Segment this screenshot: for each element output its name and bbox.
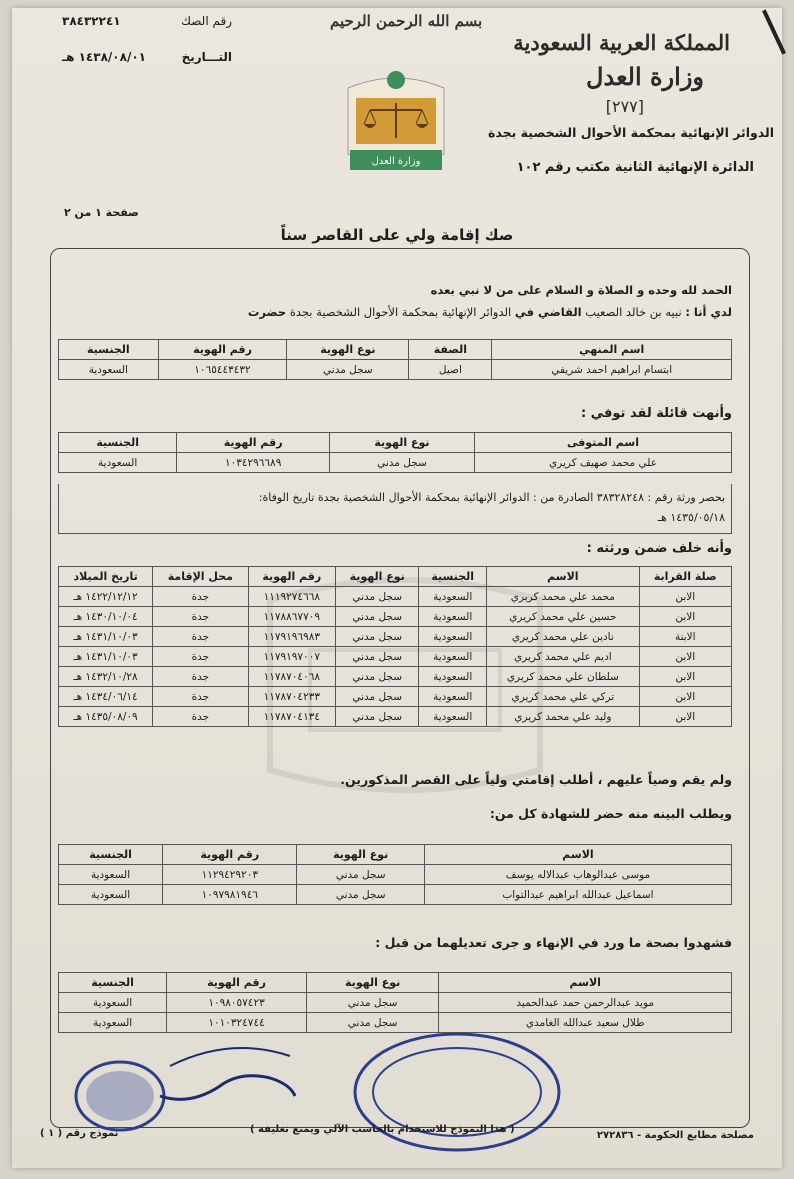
death-date-label: تاريخ الوفاة: [258, 491, 315, 504]
table-row [59, 707, 732, 727]
deceased-table [58, 432, 732, 473]
table-cell: سجل مدني [297, 865, 425, 885]
date-label: التـــاريخ [181, 50, 232, 64]
column-header: اسم المتوفى [474, 433, 731, 453]
column-header: صلة القرابة [639, 567, 731, 587]
applicant-table [58, 339, 732, 380]
table-cell: نادين علي محمد كريري [487, 627, 639, 647]
table-cell: ١١٢٩٤٢٩٢٠٣ [163, 865, 297, 885]
table-cell: الابن [639, 587, 731, 607]
table-cell: سجل مدني [306, 1013, 439, 1033]
table-cell: تركي علي محمد كريري [487, 687, 639, 707]
table-cell: جدة [153, 607, 248, 627]
table-cell: ١٠١٠٣٢٤٧٤٤ [167, 1013, 307, 1033]
death-date: ١٤٣٥/٠٥/١٨ هـ [657, 511, 725, 524]
table-cell: السعودية [59, 1013, 167, 1033]
table-row [59, 647, 732, 667]
ministry-emblem [340, 58, 452, 178]
table-cell: ١١٧٨٧٠٤١٣٤ [248, 707, 336, 727]
table-row [59, 667, 732, 687]
witness-table [58, 844, 732, 905]
table-cell: ١٠٩٧٩٨١٩٤٦ [163, 885, 297, 905]
table-cell: جدة [153, 587, 248, 607]
table-cell: جدة [153, 647, 248, 667]
table-cell: ابتسام ابراهيم احمد شريفي [492, 360, 732, 380]
table-cell: السعودية [419, 707, 487, 727]
table-cell: الابن [639, 647, 731, 667]
table-cell: سجل مدني [306, 993, 439, 1013]
table-cell: اسماعيل عبدالله ابراهيم عبدالتواب [424, 885, 731, 905]
table-cell: سجل مدني [336, 707, 419, 727]
document-title: صك إقامة ولي على القاصر سناً [280, 226, 514, 244]
inheritance-text: بحصر ورثة رقم : ٣٨٣٢٨٢٤٨ الصادرة من : الدوائر الإنهائية بمحكمة الأحوال الشخصية بجدة [317, 491, 725, 504]
table-cell: السعودية [419, 687, 487, 707]
deed-no: ٣٨٤٣٢٢٤١ [62, 14, 121, 28]
table-cell: ١٤٣٤/٠٦/١٤ هـ [59, 687, 153, 707]
heirs-heading: وأنه خلف ضمن ورثته : [586, 541, 732, 556]
table-cell: السعودية [419, 607, 487, 627]
table-cell: الابن [639, 687, 731, 707]
palm-icon [387, 71, 405, 89]
table-cell: ١١٧٩١٩٧٠٠٧ [248, 647, 336, 667]
table-cell: سجل مدني [336, 647, 419, 667]
ministry-title: وزارة العدل [586, 62, 704, 91]
table-cell: السعودية [419, 647, 487, 667]
present-word: حضرت [247, 305, 287, 319]
table-cell: السعودية [59, 360, 159, 380]
column-header: رقم الهوية [177, 433, 330, 453]
table-cell: ١٤٢٢/١٢/١٢ هـ [59, 587, 153, 607]
deed-no-label: رقم الصك [181, 14, 232, 28]
model-number: نموذج رقم ( ١ ) [40, 1128, 119, 1139]
table-cell: السعودية [59, 993, 167, 1013]
table-cell: ١٤٣١/١٠/٠٣ هـ [59, 647, 153, 667]
printer-note: مصلحة مطابع الحكومة - ٢٧٢٨٣٦ [596, 1130, 754, 1141]
court-name: الدوائر الإنهائية بمحكمة الأحوال الشخصية بجدة [289, 305, 512, 319]
table-row [59, 360, 732, 380]
inheritance-info [58, 484, 732, 534]
table-cell: ١٤٣٠/١٠/٠٤ هـ [59, 607, 153, 627]
table-cell: الابن [639, 607, 731, 627]
table-cell: ١١٧٨٧٠٤٠٦٨ [248, 667, 336, 687]
table-cell: وليد علي محمد كريري [487, 707, 639, 727]
judge-name: نبيه بن خالد الصعيب [585, 305, 682, 319]
column-header: نوع الهوية [306, 973, 439, 993]
kingdom-title: المملكة العربية السعودية [513, 30, 730, 55]
testified-line: فشهدوا بصحة ما ورد في الإنهاء و جرى تعديلهما من قبل : [375, 935, 732, 950]
column-header: الاسم [424, 845, 731, 865]
table-cell: علي محمد صهيف كريري [474, 453, 731, 473]
table-cell: السعودية [59, 865, 163, 885]
form-number: [٢٧٧] [605, 97, 644, 116]
column-header: محل الإقامة [153, 567, 248, 587]
table-row [59, 607, 732, 627]
table-cell: الابن [639, 667, 731, 687]
witness-request: ويطلب البينه منه حضر للشهادة كل من: [489, 806, 732, 821]
column-header: الاسم [439, 973, 732, 993]
table-cell: مويد عبدالرحمن حمد عبدالحميد [439, 993, 732, 1013]
table-row [59, 587, 732, 607]
ended-heading: وأنهت قائلة لقد توفي : [581, 406, 732, 421]
column-header: الاسم [487, 567, 639, 587]
judge-line [248, 305, 732, 319]
table-cell: ١٤٣١/١٠/٠٣ هـ [59, 627, 153, 647]
table-cell: السعودية [419, 587, 487, 607]
table-row [59, 687, 732, 707]
table-row [59, 865, 732, 885]
table-cell: جدة [153, 687, 248, 707]
approvers-table [58, 972, 732, 1033]
basmala: بسم الله الرحمن الرحيم [330, 12, 483, 30]
table-cell: ١١٧٨٨٦٧٧٠٩ [248, 607, 336, 627]
table-cell: الابنة [639, 627, 731, 647]
column-header: رقم الهوية [163, 845, 297, 865]
column-header: الجنسية [419, 567, 487, 587]
court-line-2: الدائرة الإنهائية الثانية مكتب رقم ١٠٢ [516, 160, 754, 175]
table-cell: السعودية [59, 453, 177, 473]
column-header: نوع الهوية [297, 845, 425, 865]
table-cell: ١١٧٩١٩٦٩٨٣ [248, 627, 336, 647]
table-cell: سجل مدني [336, 607, 419, 627]
column-header: تاريخ الميلاد [59, 567, 153, 587]
column-header: نوع الهوية [329, 433, 474, 453]
column-header: الجنسية [59, 973, 167, 993]
column-header: رقم الهوية [167, 973, 307, 993]
column-header: الجنسية [59, 340, 159, 360]
column-header: رقم الهوية [248, 567, 336, 587]
table-row [59, 885, 732, 905]
column-header: اسم المنهي [492, 340, 732, 360]
table-cell: الابن [639, 707, 731, 727]
table-cell: سجل مدني [336, 687, 419, 707]
table-cell: ١٤٣٢/١٠/٢٨ هـ [59, 667, 153, 687]
table-cell: موسى عبدالوهاب عبدالاله يوسف [424, 865, 731, 885]
table-cell: ١١١٩٢٧٤٦٦٨ [248, 587, 336, 607]
table-cell: السعودية [59, 885, 163, 905]
table-cell: ١١٧٨٧٠٤٢٣٣ [248, 687, 336, 707]
table-cell: جدة [153, 707, 248, 727]
deed-info [62, 14, 232, 86]
table-cell: سجل مدني [329, 453, 474, 473]
court-line-1: الدوائر الإنهائية بمحكمة الأحوال الشخصية بجدة [488, 125, 774, 140]
table-row [59, 453, 732, 473]
deed-date: ١٤٣٨/٠٨/٠١ هـ [62, 50, 146, 64]
table-cell: ١٠٦٥٤٤٣٤٣٢ [158, 360, 287, 380]
column-header: الجنسية [59, 433, 177, 453]
usage-note: ( هذا النموذج للاستخدام بالحاسب الآلي ويمنع تغليفه ) [250, 1124, 515, 1135]
table-cell: حسين علي محمد كريري [487, 607, 639, 627]
signature [150, 1036, 300, 1116]
table-cell: ١٠٩٨٠٥٧٤٢٣ [167, 993, 307, 1013]
column-header: نوع الهوية [336, 567, 419, 587]
table-cell: ١٤٣٥/٠٨/٠٩ هـ [59, 707, 153, 727]
column-header: نوع الهوية [287, 340, 409, 360]
before-me: لدي أنا : [685, 305, 732, 319]
table-cell: اديم علي محمد كريري [487, 647, 639, 667]
praise-line: الحمد لله وحده و الصلاة و السلام على من لا نبي بعده [430, 283, 732, 297]
table-cell: اصيل [409, 360, 492, 380]
guardian-request: ولم يقم وصياً عليهم ، أطلب إقامتي ولياً على القصر المذكورين. [340, 772, 732, 787]
table-cell: ١٠٣٤٢٩٦٦٨٩ [177, 453, 330, 473]
emblem-label: وزارة العدل [371, 156, 421, 167]
column-header: رقم الهوية [158, 340, 287, 360]
table-cell: السعودية [419, 667, 487, 687]
table-cell: سجل مدني [336, 587, 419, 607]
judge-role: القاضي في [514, 305, 582, 319]
column-header: الصفة [409, 340, 492, 360]
table-row [59, 993, 732, 1013]
page-number: صفحة ١ من ٢ [64, 206, 139, 219]
table-cell: جدة [153, 627, 248, 647]
table-cell: جدة [153, 667, 248, 687]
table-cell: السعودية [419, 627, 487, 647]
court-seal [352, 1030, 562, 1155]
table-cell: سجل مدني [336, 627, 419, 647]
table-cell: سجل مدني [287, 360, 409, 380]
heirs-table [58, 566, 732, 727]
table-cell: سجل مدني [297, 885, 425, 905]
column-header: الجنسية [59, 845, 163, 865]
table-cell: محمد علي محمد كريري [487, 587, 639, 607]
table-cell: سجل مدني [336, 667, 419, 687]
table-cell: سلطان علي محمد كريري [487, 667, 639, 687]
table-cell: طلال سعيد عبدالله الغامدي [439, 1013, 732, 1033]
table-row [59, 627, 732, 647]
